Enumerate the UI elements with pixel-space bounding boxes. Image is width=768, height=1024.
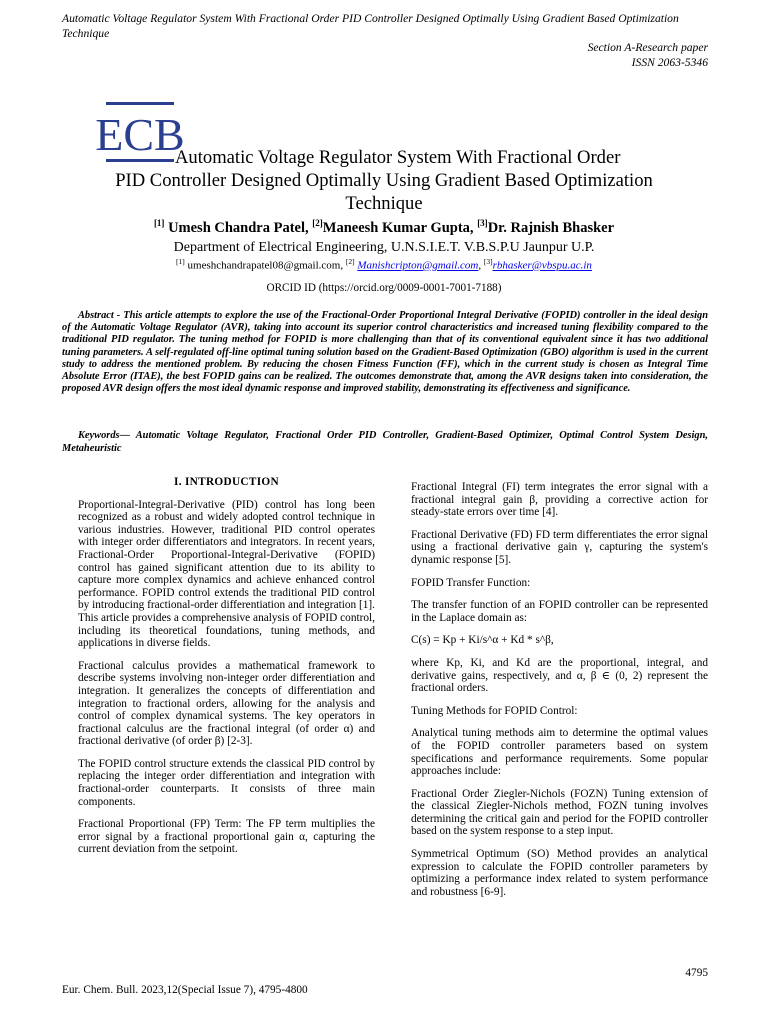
paragraph: Tuning Methods for FOPID Control: <box>411 704 578 717</box>
keywords: Keywords— Automatic Voltage Regulator, Fractional Order PID Controller, Gradient-Based Optimizer, Optimal Control System Design, Metaheuristic <box>62 430 708 454</box>
email-3-link[interactable]: rbhasker@vbspu.ac.in <box>492 259 592 272</box>
email-separator: , <box>478 259 482 272</box>
department: Department of Electrical Engineering, U.N.S.I.E.T. V.B.S.P.U Jaunpur U.P. <box>173 240 595 255</box>
paragraph: Fractional Derivative (FD) FD term differentiates the error signal using a fractional derivative gain γ, capturing the system's dynamic response [5]. <box>411 528 708 566</box>
title-line-3: Technique <box>345 193 423 214</box>
paragraph: FOPID Transfer Function: <box>411 576 531 589</box>
section-heading: I. INTRODUCTION <box>174 476 279 488</box>
logo-text: ECB <box>95 109 185 160</box>
author-3-marker: [3] <box>477 218 488 228</box>
title-line-1: Automatic Voltage Regulator System With Fractional Order <box>175 147 621 168</box>
paragraph: Fractional Integral (FI) term integrates the error signal with a fractional integral gain β, providing a corrective action for steady-state errors over time [4]. <box>411 481 708 519</box>
paragraph: Analytical tuning methods aim to determine the optimal values of the FOPID controller parameters based on system specifications and performance requirements. Some popular approaches include: <box>411 727 708 778</box>
paragraph: Symmetrical Optimum (SO) Method provides an analytical expression to calculate the FOPID controller parameters by optimizing a performance index related to system performance and robustness [6-9]. <box>411 848 708 898</box>
author-list <box>60 218 708 237</box>
email-2-marker: [2] <box>345 257 355 266</box>
author-1-marker: [1] <box>153 218 165 228</box>
running-head: Automatic Voltage Regulator System With Fractional Order PID Controller Designed Optimally Using Gradient Based Optimization Technique <box>62 12 679 40</box>
paragraph: The transfer function of an FOPID controller can be represented in the Laplace domain as: <box>411 599 708 624</box>
email-list <box>60 257 708 272</box>
section-label: Section A-Research paper <box>587 41 708 54</box>
paragraph: Fractional Proportional (FP) Term: The FP term multiplies the error signal by a fractional proportional gain α, capturing the current deviation from the setpoint. <box>78 818 375 856</box>
email-1-marker: [1] <box>176 257 185 266</box>
equation: C(s) = Kp + Ki/s^α + Kd * s^β, <box>411 634 554 647</box>
right-column <box>411 481 708 908</box>
paper-title <box>60 146 708 215</box>
author-3: Dr. Rajnish Bhasker <box>487 219 615 236</box>
abstract: Abstract - This article attempts to explore the use of the Fractional-Order Proportional Integral Derivative (FOPID) controller in the ideal design of the Automatic Voltage Regulator (AVR), taking into account its superior control characteristics and increased tuning flexibility compared to the traditional PID regulator. The tuning method for FOPID is more challenging than that of its conventional equivalent since it has two additional tuning parameters. A self-regulated off-line optimal tuning solution based on the Gradient-Based Optimization (GBO) algorithm is used in the current study to address the mentioned problem. By reducing the chosen Fitness Function (FF), which in the current study is chosen as Integral Time Absolute Error (ITAE), the best FOPID gains can be realized. The outcomes demonstrate that, among the AVR designs taken into consideration, the proposed AVR design offers the most ideal dynamic response and improved stability, demonstrating its effectiveness and significance. <box>62 310 708 395</box>
email-2-link[interactable]: Manishcripton@gmail.com <box>357 259 479 272</box>
orcid-line: ORCID ID (https://orcid.org/0009-0001-7001-7188) <box>266 282 502 294</box>
paragraph: Proportional-Integral-Derivative (PID) control has long been recognized as a robust and widely adopted control technique in various industries. However, traditional PID control operates with integer order differentiators and integrators. In recent years, Fractional-Order Proportional-Integral-Derivative (FOPID) control has gained significant attention due to its ability to capture more complex dynamics and achieve enhanced control performance. FOPID control extends the traditional PID control by introducing fractional-order differentiation and integration [1]. This article provides a comprehensive analysis of FOPID control, including its theoretical foundations, tuning methods, and applications in diverse fields. <box>78 498 375 650</box>
author-2-marker: [2] <box>312 218 323 228</box>
left-column <box>78 476 375 866</box>
page-number: 4795 <box>685 967 708 979</box>
email-3-marker: [3] <box>483 257 493 266</box>
issn-label: ISSN 2063-5346 <box>631 56 708 69</box>
title-line-2: PID Controller Designed Optimally Using Gradient Based Optimization <box>115 170 653 191</box>
email-1: umeshchandrapatel08@gmail.com, <box>187 259 344 272</box>
paragraph: Fractional Order Ziegler-Nichols (FOZN) Tuning extension of the classical Ziegler-Nichols method, FOZN tuning involves determining the critical gain and period for the FOPID controller based on the system response to a step input. <box>411 787 708 838</box>
paragraph: Fractional calculus provides a mathematical framework to describe systems involving non-integer order differentiation and integration. It generalizes the concepts of differentiation and integration to fractional orders, allowing for the analysis and control of complex dynamical systems. The key operators in fractional calculus are the fractional integral (of order α) and fractional derivative (of order β) [2-3]. <box>78 659 375 748</box>
author-1: Umesh Chandra Patel, <box>168 219 309 236</box>
section-info <box>588 40 708 70</box>
footer-citation: Eur. Chem. Bull. 2023,12(Special Issue 7), 4795-4800 <box>62 984 308 996</box>
author-2: Maneesh Kumar Gupta, <box>322 219 474 236</box>
paragraph: where Kp, Ki, and Kd are the proportional, integral, and derivative gains, respectively, and α, β ∈ (0, 2) represent the fractional orders. <box>411 656 708 695</box>
paragraph: The FOPID control structure extends the classical PID control by replacing the integer order differentiation and integration with fractional-order counterparts. It consists of three main components. <box>78 757 375 808</box>
